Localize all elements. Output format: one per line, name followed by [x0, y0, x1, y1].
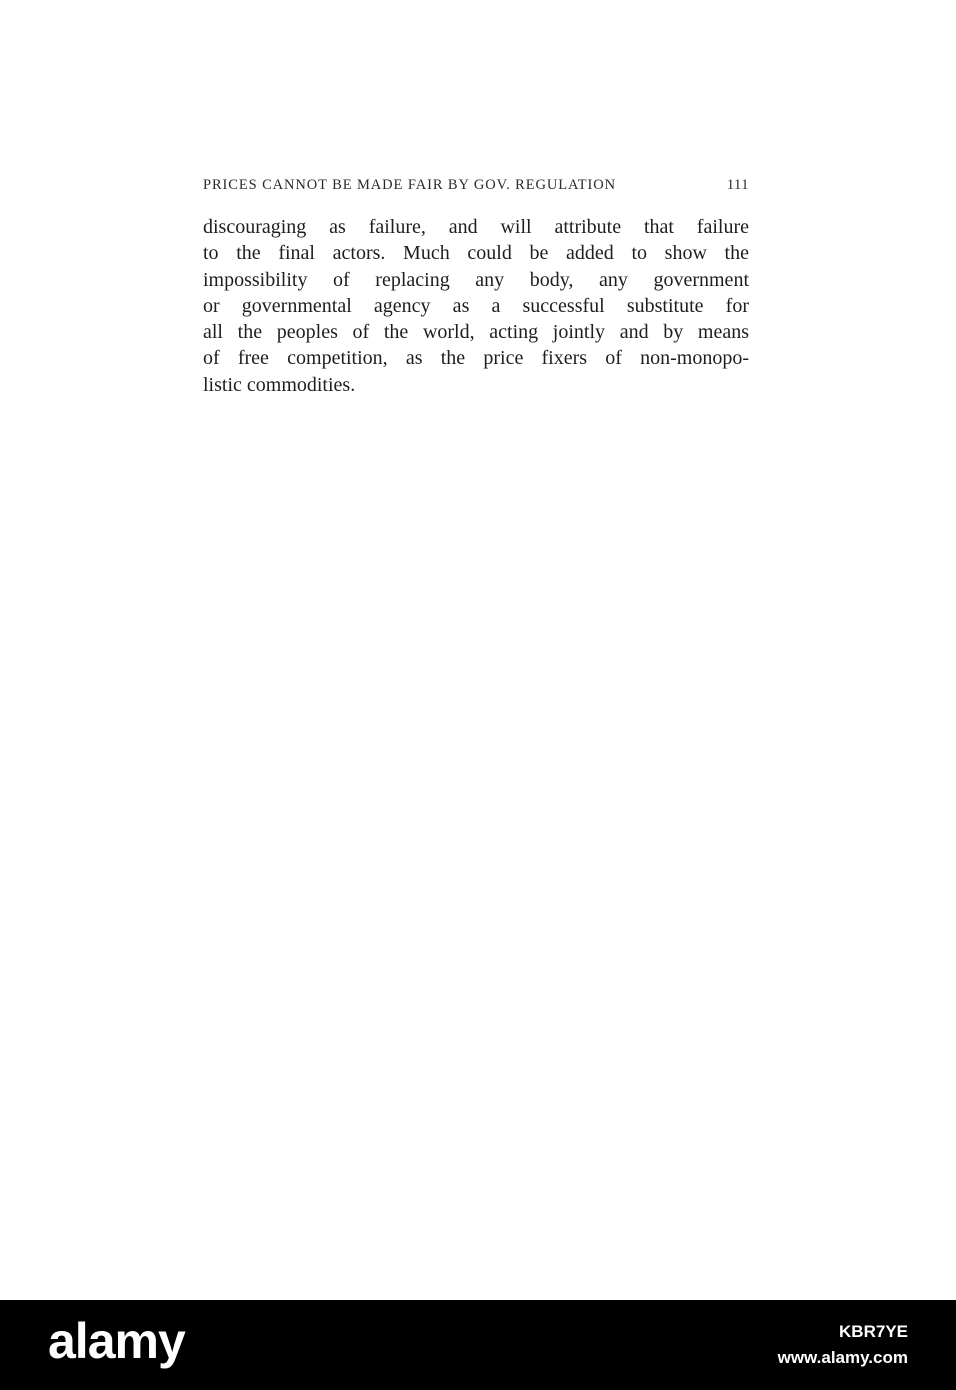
text-line: of free competition, as the price fixers of non-monopo-	[203, 347, 749, 370]
watermark-footer-bar	[0, 1300, 956, 1390]
text-line: discouraging as failure, and will attribute that failure	[203, 216, 749, 238]
text-line: listic commodities.	[203, 373, 356, 396]
text-line: all the peoples of the world, acting jointly and by means	[203, 321, 749, 344]
alamy-logo: alamy	[48, 1313, 185, 1369]
running-head	[203, 177, 749, 199]
text-line: to the final actors. Much could be added to show the	[203, 242, 749, 265]
image-id: KBR7YE	[839, 1322, 908, 1341]
running-head-title: PRICES CANNOT BE MADE FAIR BY GOV. REGULATION	[203, 177, 616, 193]
body-paragraph	[203, 214, 749, 398]
text-line: or governmental agency as a successful substitute for	[203, 294, 749, 317]
page-number: 111	[726, 177, 749, 193]
text-line: impossibility of replacing any body, any government	[203, 268, 749, 291]
site-url: www.alamy.com	[777, 1348, 908, 1367]
